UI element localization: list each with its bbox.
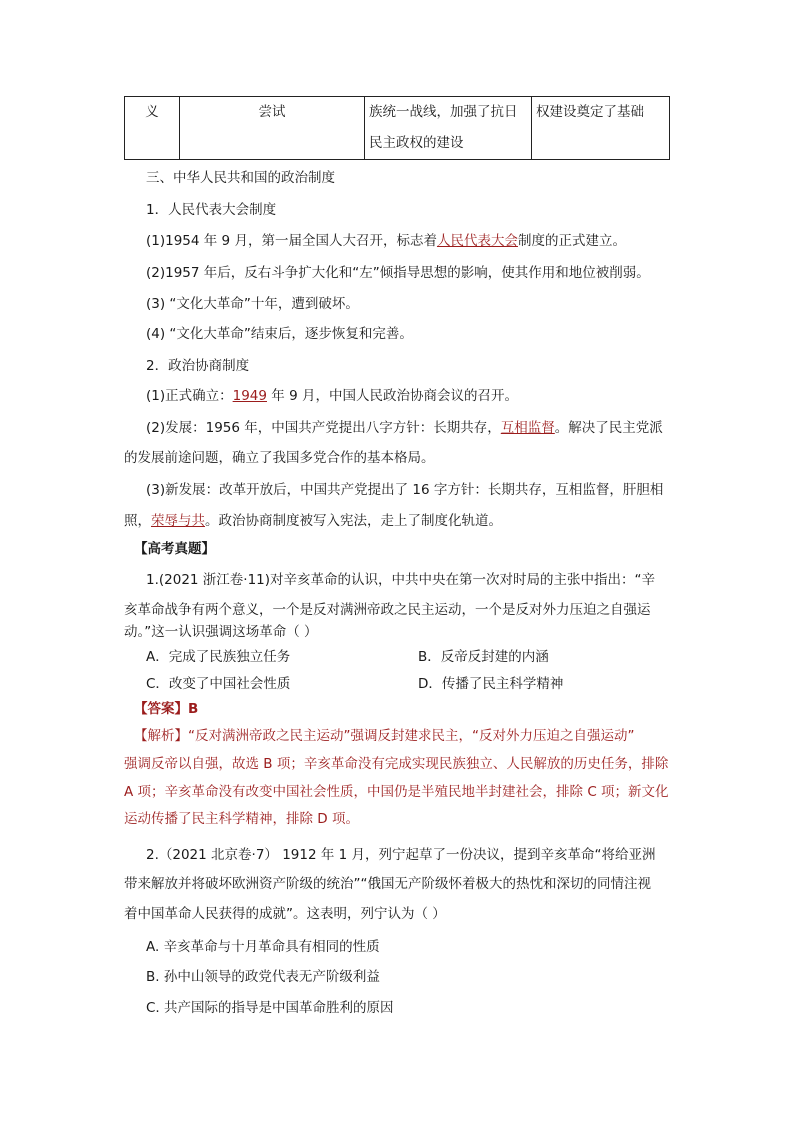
- table-cell: 义: [125, 97, 180, 160]
- paragraph: [146, 416, 663, 436]
- exam-heading: 【高考真题】: [134, 541, 215, 557]
- paragraph: 的发展前途问题，确立了我国多党合作的基本格局。: [124, 450, 435, 466]
- text-run: (1)正式确立：: [146, 388, 233, 404]
- question-line: 着中国革命人民获得的成就”。这表明，列宁认为（ ）: [124, 906, 446, 922]
- subsection-title: 2．政治协商制度: [146, 358, 250, 374]
- option-b: B. 孙中山领导的政党代表无产阶级利益: [146, 969, 380, 985]
- underlined-term: 荣辱与共: [151, 513, 205, 529]
- question-line: 2.（2021 北京卷·7） 1912 年 1 月，列宁起草了一份决议，提到辛亥革命“将给亚洲: [146, 847, 656, 863]
- underlined-term: 互相监督: [500, 420, 555, 436]
- analysis-line: A 项；辛亥革命没有改变中国社会性质，中国仍是半殖民地半封建社会，排除 C 项；新文化: [124, 784, 669, 800]
- table-cell: 尝试: [180, 97, 365, 160]
- question-line: 动。”这一认识强调这场革命（ ）: [124, 624, 318, 640]
- underlined-term: 人民代表大会: [436, 233, 518, 249]
- table-cell: 权建设奠定了基础: [532, 97, 670, 160]
- text-run: (2)发展：1956 年，中国共产党提出八字方针：长期共存，: [146, 420, 501, 436]
- comparison-table-fragment: [124, 96, 670, 160]
- paragraph: [146, 229, 626, 249]
- answer: 【答案】B: [134, 701, 199, 717]
- analysis-line: 运动传播了民主科学精神，排除 D 项。: [124, 811, 359, 827]
- cell-line: 民主政权的建设: [369, 135, 464, 151]
- paragraph: [124, 509, 502, 529]
- text-run: 制度的正式建立。: [517, 233, 626, 249]
- text-run: 。政治协商制度被写入宪法，走上了制度化轨道。: [205, 513, 502, 529]
- cell-line: 族统一战线，加强了抗日: [369, 104, 518, 120]
- option-b: B．反帝反封建的内涵: [418, 649, 549, 665]
- question-line: 带来解放并将破坏欧洲资产阶级的统治”“俄国无产阶级怀着极大的热忱和深切的同情注视: [124, 876, 651, 892]
- analysis-line: 【解析】“反对满洲帝政之民主运动”强调反封建求民主，“反对外力压迫之自强运动”: [134, 728, 635, 744]
- text-run: (1)1954 年 9 月，第一届全国人大召开，标志着: [146, 233, 437, 249]
- option-a: A. 辛亥革命与十月革命具有相同的性质: [146, 939, 380, 955]
- paragraph: (3)新发展：改革开放后，中国共产党提出了 16 字方针：长期共存，互相监督，肝胆相: [146, 482, 664, 498]
- underlined-term: 1949: [232, 388, 267, 404]
- text-run: 年 9 月，中国人民政治协商会议的召开。: [266, 388, 518, 404]
- paragraph: (4) “文化大革命”结束后，逐步恢复和完善。: [146, 326, 413, 342]
- paragraph: (2)1957 年后，反右斗争扩大化和“左”倾指导思想的影响，使其作用和地位被削弱。: [146, 265, 650, 281]
- table-cell: [365, 97, 532, 160]
- table-row: [125, 97, 670, 160]
- option-a: A．完成了民族独立任务: [146, 649, 291, 665]
- option-c: C. 共产国际的指导是中国革命胜利的原因: [146, 1000, 394, 1016]
- option-c: C．改变了中国社会性质: [146, 676, 291, 692]
- question-line: 1.(2021 浙江卷·11)对辛亥革命的认识，中共中央在第一次对时局的主张中指出：“辛: [146, 572, 656, 588]
- paragraph: [146, 384, 518, 404]
- text-run: 照，: [124, 513, 151, 529]
- question-line: 亥革命战争有两个意义，一个是反对满洲帝政之民主运动，一个是反对外力压迫之自强运: [124, 602, 651, 618]
- text-run: 。解决了民主党派: [554, 420, 663, 436]
- analysis-line: 强调反帝以自强，故选 B 项；辛亥革命没有完成实现民族独立、人民解放的历史任务，排除: [124, 756, 669, 772]
- paragraph: (3) “文化大革命”十年，遭到破坏。: [146, 296, 359, 312]
- section-title: 三、中华人民共和国的政治制度: [146, 170, 335, 186]
- option-d: D．传播了民主科学精神: [418, 676, 564, 692]
- subsection-title: 1．人民代表大会制度: [146, 202, 277, 218]
